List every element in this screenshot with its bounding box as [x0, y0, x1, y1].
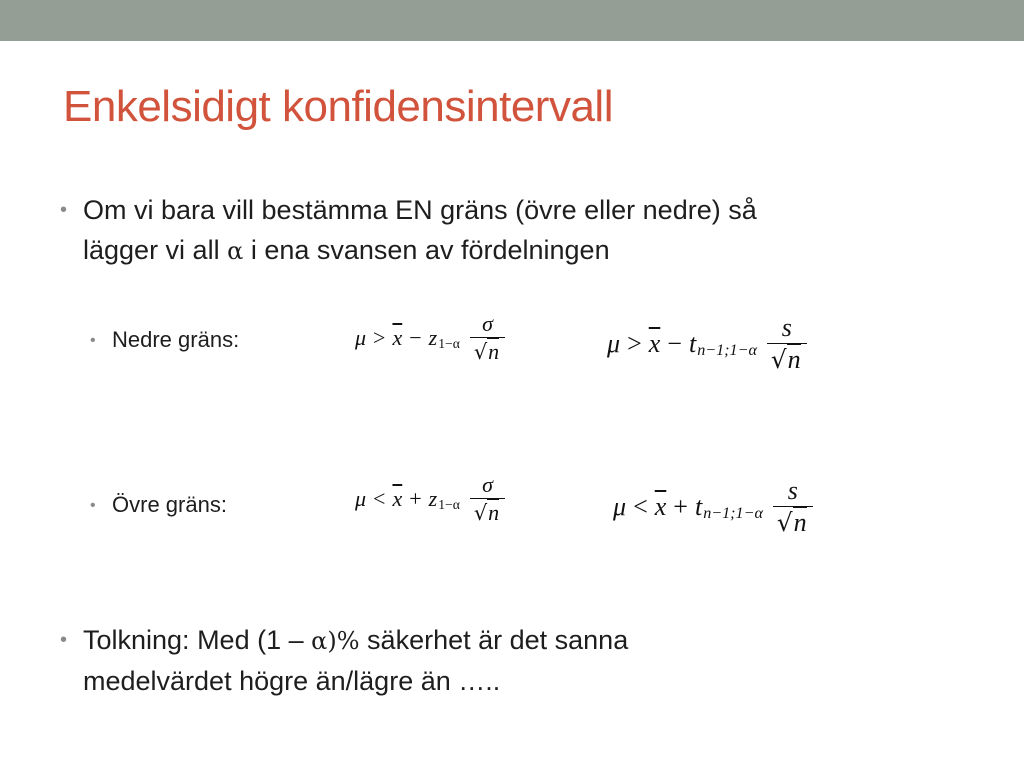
- z-subscript: 1−α: [438, 497, 460, 513]
- denominator: [470, 498, 505, 525]
- tolkning-line2: medelvärdet högre än/lägre än …..: [83, 666, 501, 696]
- sqrt-icon: √: [473, 340, 488, 365]
- sqrt-icon: √: [770, 345, 787, 375]
- bullet-text-line2b: i ena svansen av fördelningen: [250, 235, 610, 265]
- formula-ovre-t: [613, 477, 813, 537]
- fraction: [767, 314, 807, 374]
- s-symbol: s: [781, 313, 792, 342]
- lt-symbol: <: [373, 486, 386, 512]
- slide-title: Enkelsidigt konfidensintervall: [63, 82, 613, 131]
- bullet-list-interpretation: [60, 620, 990, 701]
- sigma-symbol: σ: [482, 472, 493, 497]
- plus-symbol: +: [409, 486, 422, 512]
- z-symbol: z: [428, 325, 438, 351]
- gt-symbol: >: [627, 328, 642, 358]
- n-symbol: n: [793, 508, 807, 538]
- nedre-label: Nedre gräns:: [112, 327, 240, 352]
- bullet-ovre-grans: [90, 492, 227, 518]
- z-subscript: 1−α: [438, 336, 460, 352]
- bullet-tolkning: [60, 620, 990, 701]
- tolkning-line1a: Tolkning: Med (1 –: [83, 625, 304, 655]
- t-symbol: t: [688, 328, 697, 358]
- formula-nedre-t: [607, 314, 807, 374]
- tolkning-line1b: )%: [327, 627, 360, 655]
- t-subscript: n−1;1−α: [697, 342, 757, 360]
- alpha-symbol: α: [311, 627, 328, 655]
- alpha-symbol: α: [227, 237, 244, 265]
- bullet-dot: •: [60, 199, 68, 221]
- bullet-text-line1: Om vi bara vill bestämma EN gräns (övre eller nedre) så: [83, 195, 757, 225]
- sigma-symbol: σ: [482, 311, 493, 336]
- fraction: [470, 473, 505, 525]
- formula-ovre-z: [355, 473, 505, 525]
- xbar-symbol: $\overline{x}$: [392, 486, 403, 512]
- t-symbol: t: [694, 491, 703, 521]
- bullet-one-sided: [60, 190, 990, 271]
- xbar-symbol: $\overline{x}$: [392, 325, 403, 351]
- minus-symbol: −: [667, 328, 682, 358]
- denominator: [470, 337, 505, 364]
- gt-symbol: >: [373, 325, 386, 351]
- xbar-symbol: $\overline{x}$: [648, 328, 661, 358]
- mu-symbol: μ: [607, 328, 621, 358]
- bullet-dot: •: [90, 497, 96, 514]
- ovre-label: Övre gräns:: [112, 492, 227, 517]
- formula-nedre-z: [355, 312, 505, 364]
- minus-symbol: −: [409, 325, 422, 351]
- lt-symbol: <: [633, 491, 648, 521]
- plus-symbol: +: [673, 491, 688, 521]
- sqrt-icon: √: [776, 508, 793, 538]
- mu-symbol: μ: [355, 325, 367, 351]
- fraction: [773, 477, 813, 537]
- sqrt-icon: √: [473, 501, 488, 526]
- z-symbol: z: [428, 486, 438, 512]
- mu-symbol: μ: [355, 486, 367, 512]
- denominator: [767, 343, 807, 373]
- t-subscript: n−1;1−α: [703, 505, 763, 523]
- mu-symbol: μ: [613, 491, 627, 521]
- fraction: [470, 312, 505, 364]
- bullet-nedre-grans: [90, 327, 239, 353]
- denominator: [773, 506, 813, 536]
- n-symbol: n: [488, 500, 500, 526]
- n-symbol: n: [787, 345, 801, 375]
- top-accent-bar: [0, 0, 1024, 41]
- tolkning-line1c: säkerhet är det sanna: [367, 625, 629, 655]
- bullet-list: [60, 190, 990, 271]
- bullet-dot: •: [90, 332, 96, 349]
- xbar-symbol: $\overline{x}$: [654, 491, 667, 521]
- s-symbol: s: [787, 476, 798, 505]
- n-symbol: n: [488, 339, 500, 365]
- bullet-text-line2a: lägger vi all: [83, 235, 220, 265]
- bullet-dot: •: [60, 629, 68, 651]
